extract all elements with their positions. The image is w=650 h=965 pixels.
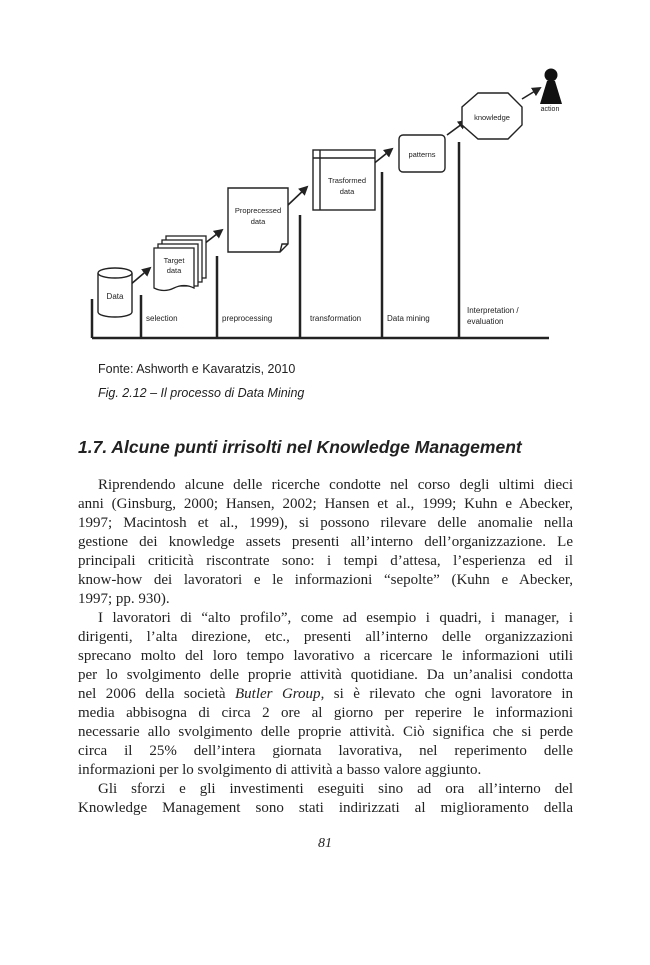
arrow-data-to-target: [130, 268, 150, 285]
preprocessed-data-label-2: data: [250, 217, 266, 226]
paragraph-2-line: dirigenti, l’alta direzione, etc., presenti all’interno delle organizzazioni: [78, 629, 573, 645]
paragraph-2-text: , si è rilevato che ogni lavoratore in: [320, 686, 573, 702]
figure-caption: Fig. 2.12 – Il processo di Data Mining: [98, 386, 305, 400]
paragraph-2-line: necessarie allo svolgimento delle proprie attività. Ciò significa che si perde: [78, 724, 573, 740]
arrow-knowledge-to-action: [522, 88, 540, 99]
target-data-node: [154, 236, 206, 291]
target-data-label-2: data: [166, 266, 182, 275]
transformed-data-label-1: Trasformed: [327, 176, 367, 185]
paragraph-1-line: 1997; pp. 930).: [78, 591, 170, 607]
data-node-label: Data: [106, 292, 124, 301]
paragraph-2-line: media abbisogna di circa 2 ore al giorno per reperire le informazioni: [78, 705, 573, 721]
paragraph-1-line: gestione dei knowledge assets presenti all’interno dell’organizzazione. Le: [78, 534, 573, 550]
paragraph-1-line: principali criticità riscontrate sono: i tempi d’attesa, l’esperienza ed il: [78, 553, 573, 569]
preprocessed-data-node: [228, 188, 288, 252]
patterns-node: [399, 135, 445, 172]
arrow-target-to-preprocessed: [204, 230, 222, 244]
paragraph-2-line: I lavoratori di “alto profilo”, come ad esempio i quadri, i manager, i: [98, 610, 573, 626]
data-cylinder-node: [98, 268, 132, 317]
step-label-selection: selection: [146, 314, 178, 323]
transformed-data-node: [313, 150, 375, 210]
paragraph-2-line: informazioni per lo svolgimento di attività a basso valore aggiunto.: [78, 762, 482, 778]
paragraph-2-line: per lo svolgimento delle proprie attività quotidiane. Da un’analisi condotta: [78, 667, 573, 683]
paragraph-1-line: anni (Ginsburg, 2000; Hansen, 2002; Hansen et al., 1999; Kuhn e Abecker,: [78, 496, 573, 512]
paragraph-2-text: nel 2006 della società: [78, 686, 235, 702]
paragraph-3-line: Gli sforzi e gli investimenti eseguiti sino ad ora all’interno del: [98, 781, 573, 797]
preprocessed-data-label-1: Proprecessed: [234, 206, 282, 215]
arrow-preprocessed-to-transformed: [288, 187, 307, 205]
paragraph-2-line: sprecano molto del loro tempo lavorativo a ricercare le informazioni utili: [78, 648, 573, 664]
action-pawn-icon: [540, 69, 562, 105]
target-data-label-1: Target: [163, 256, 185, 265]
body-text: [78, 476, 573, 818]
knowledge-label: knowledge: [474, 113, 510, 122]
step-label-transformation: transformation: [310, 314, 362, 323]
page-number: 81: [318, 836, 332, 851]
step-label-interpretation-1: Interpretation /: [467, 306, 519, 315]
butler-group-emphasis: Butler Group: [234, 686, 321, 702]
step-label-preprocessing: preprocessing: [222, 314, 273, 323]
knowledge-node: [462, 93, 522, 139]
paragraph-2-line: [78, 685, 573, 704]
action-label: action: [540, 106, 560, 113]
paragraph-1-line: 1997; Macintosh et al., 1999), si possono rilevare delle anomalie nella: [78, 515, 573, 531]
data-mining-process-diagram: [0, 0, 650, 360]
paragraph-3-line: Knowledge Management sono stati indirizzati al miglioramento della: [78, 800, 573, 816]
step-label-interpretation-2: evaluation: [467, 317, 504, 326]
paragraph-1-line: know-how dei lavoratori e le informazioni “sepolte” (Kuhn e Abecker,: [78, 572, 573, 588]
transformed-data-label-2: data: [339, 187, 355, 196]
section-heading: 1.7. Alcune punti irrisolti nel Knowledge Management: [78, 437, 522, 457]
paragraph-1-line: Riprendendo alcune delle ricerche condotte nel corso degli ultimi dieci: [98, 477, 573, 493]
step-label-data-mining: Data mining: [387, 314, 430, 323]
paragraph-2-line: circa il 25% dell’intera giornata lavorativa, nel reperimento delle: [78, 743, 573, 759]
patterns-label: patterns: [408, 150, 436, 159]
figure-source-caption: Fonte: Ashworth e Kavaratzis, 2010: [98, 362, 296, 376]
